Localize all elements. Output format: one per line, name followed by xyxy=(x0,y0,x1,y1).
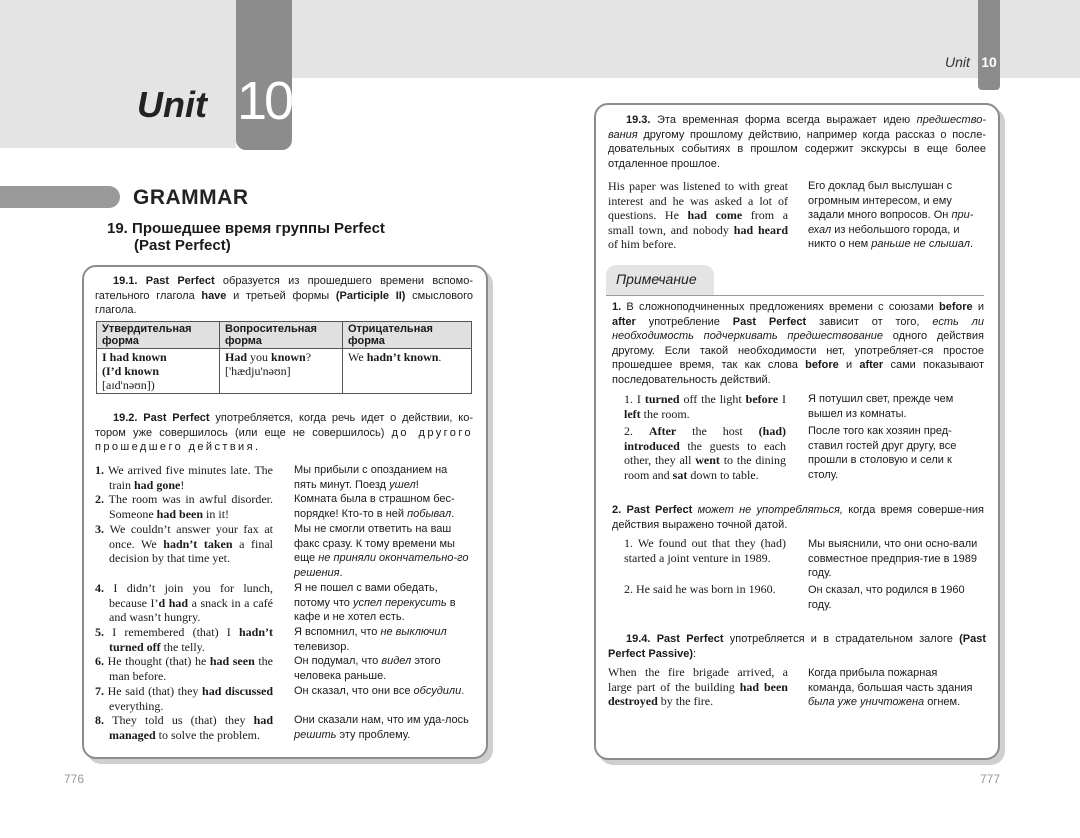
unit-number: 10 xyxy=(236,71,292,131)
page-number-right: 777 xyxy=(980,772,1001,786)
example-19-3-ru: Его доклад был выслушан с огромным интересом, и ему задали много вопросов. Он при-ехал из небольшого города, и никто о нем раньше не слышал. xyxy=(808,180,974,250)
example-ru: Я вспомнил, что не выключил телевизор. xyxy=(294,626,447,653)
table-cell: I had known (I’d known [aɪd'nəʊn]) xyxy=(97,349,220,394)
example-en: 8. They told us (that) they had managed to solve the problem. xyxy=(95,713,274,742)
note-divider xyxy=(606,295,984,296)
example-ru: Он сказал, что они все обсудили. xyxy=(294,685,465,697)
right-unit-number: 10 xyxy=(981,54,997,70)
example-en: 3. We couldn’t answer your fax at once. We hadn’t taken a final decision by that time yet. xyxy=(95,522,273,565)
note-example-2-en: 2. After the host (had) introduced the guests to each other, they all went to the dining room and sat down to table. xyxy=(624,424,786,482)
note-title: Примечание xyxy=(616,271,697,287)
example-en: 4. I didn’t join you for lunch, because I’d had a snack in a café and wasn’t hungry. xyxy=(95,581,274,624)
note-example-4-en: 2. He said he was born in 1960. xyxy=(624,582,776,596)
example-ru: Он подумал, что видел этого человека раньше. xyxy=(294,655,441,682)
table-cell: Had you known? ['hædju'nəʊn] xyxy=(220,349,343,394)
right-unit-title: Unit xyxy=(945,54,970,70)
example-en: 1. We arrived five minutes late. The train had gone! xyxy=(95,463,273,492)
paragraph-19-3: 19.3. Эта временная форма всегда выражает идею предшество-вания другому прошлому действию, например когда рассказ о после-довательных событиях в прошлом содержит экскурсы в еще более отдаленное прошлое. xyxy=(608,114,986,170)
example-en: 5. I remembered (that) I hadn’t turned off the telly. xyxy=(95,625,274,654)
example-en: 2. The room was in awful disorder. Someone had been in it! xyxy=(95,492,273,521)
right-unit-tab xyxy=(978,0,1000,90)
example-en: 6. He thought (that) he had seen the man before. xyxy=(95,654,273,683)
table-header: Утвердительная форма xyxy=(97,322,220,349)
example-en: 7. He said (that) they had discussed everything. xyxy=(95,684,273,713)
section-title: 19. Прошедшее время группы Perfect (Past Perfect) xyxy=(107,220,385,254)
note-example-2-ru: После того как хозяин пред-ставил гостей друг другу, все прошли в столовую и сели к столу. xyxy=(808,425,957,481)
paragraph-19-1: 19.1. Past Perfect образуется из прошедшего времени вспомо-гательного глагола have и третьей формы (Participle II) смыслового глагола. xyxy=(95,275,474,316)
note-1: 1. В сложноподчиненных предложениях времени с союзами before и after употребление Past Perfect зависит от того, есть ли необходимость подчеркивать предшествование одного действия другому. Если такой необходимости нет, употребляет-ся простое прошедшее время, так как слова before и after сами показывают последовательность действий. xyxy=(612,301,985,386)
table-cell: We hadn’t known. xyxy=(343,349,472,394)
example-19-4-en: When the fire brigade arrived, a large part of the building had been destroyed by the fire. xyxy=(608,665,788,708)
page-number-left: 776 xyxy=(64,772,85,786)
forms-table xyxy=(96,321,472,394)
paragraph-19-2: 19.2. Past Perfect употребляется, когда речь идет о действии, ко-тором уже совершилось (или еще не совершилось) до другого прошедшего действия. xyxy=(95,412,474,453)
note-example-1-ru: Я потушил свет, прежде чем вышел из комнаты. xyxy=(808,393,954,420)
note-example-3-en: 1. We found out that they (had) started a joint venture in 1989. xyxy=(624,536,786,565)
note-example-3-ru: Мы выяснили, что они осно-вали совместное предприя-тие в 1989 году. xyxy=(808,538,978,579)
note-2: 2. Past Perfect может не употребляться, когда время соверше-ния действия выражено точной датой. xyxy=(612,504,985,531)
example-ru: Я не пошел с вами обедать, потому что успел перекусить в кафе и не хотел есть. xyxy=(294,582,456,623)
example-19-3-en: His paper was listened to with great interest and he was asked a lot of questions. He had come from a small town, and nobody had heard of him before. xyxy=(608,179,789,251)
table-header: Отрицательная форма xyxy=(343,322,472,349)
example-ru: Они сказали нам, что им уда-лось решить эту проблему. xyxy=(294,714,469,741)
grammar-heading: GRAMMAR xyxy=(133,186,249,209)
table-header: Вопросительная форма xyxy=(220,322,343,349)
note-example-4-ru: Он сказал, что родился в 1960 году. xyxy=(808,584,965,611)
paragraph-19-4: 19.4. Past Perfect употребляется и в страдательном залоге (Past Perfect Passive): xyxy=(608,633,986,660)
grammar-bar xyxy=(0,186,120,208)
example-ru: Мы прибыли с опозданием на пять минут. Поезд ушел! xyxy=(294,464,448,491)
unit-title: Unit xyxy=(137,84,207,125)
example-19-4-ru: Когда прибыла пожарная команда, большая часть здания была уже уничтожена огнем. xyxy=(808,667,973,708)
header-band xyxy=(0,0,1080,78)
example-ru: Комната была в страшном бес-порядке! Кто-то в ней побывал. xyxy=(294,493,455,520)
note-example-1-en: 1. I turned off the light before I left the room. xyxy=(624,392,786,421)
example-ru: Мы не смогли ответить на ваш факс сразу. К тому времени мы еще не приняли окончательно-го решения. xyxy=(294,523,469,579)
